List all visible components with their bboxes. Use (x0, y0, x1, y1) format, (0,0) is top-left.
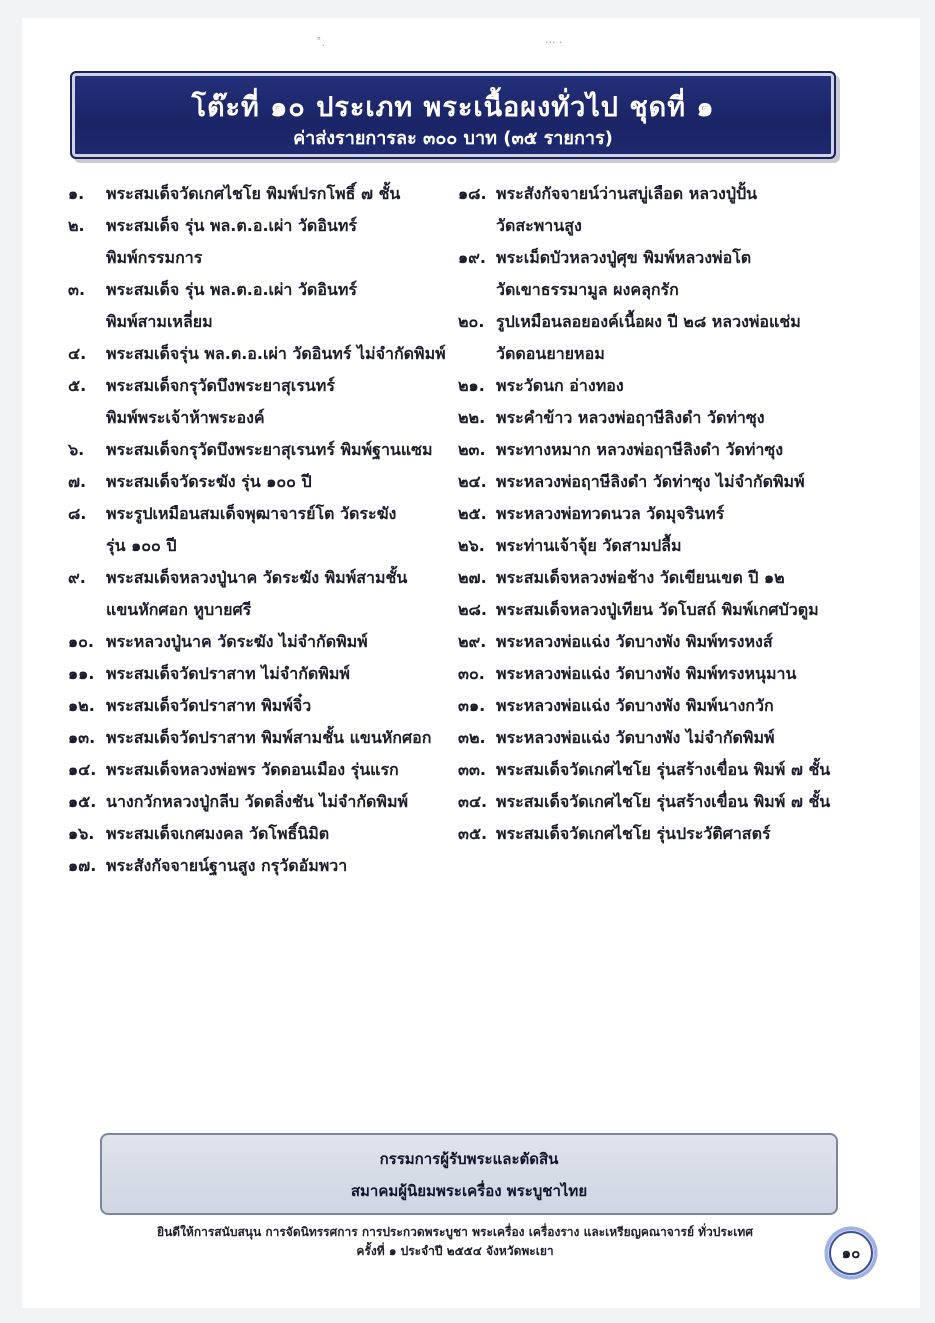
item-line: พระสมเด็จ รุ่น พล.ต.อ.เผ่า วัดอินทร์ (106, 216, 357, 235)
item-line: พระหลวงพ่อแฉ่ง วัดบางพัง ไม่จำกัดพิมพ์ (496, 728, 775, 747)
item-number: ๒๔. (458, 472, 487, 491)
item-line: พระสมเด็จวัดปราสาท ไม่จำกัดพิมพ์ (106, 664, 350, 683)
item-line: พระสมเด็จรุ่น พล.ต.อ.เผ่า วัดอินทร์ ไม่จำกัดพิมพ์ (106, 344, 446, 363)
list-item (458, 466, 838, 498)
item-text (496, 594, 838, 626)
item-line: พิมพ์สามเหลี่ยม (106, 312, 213, 331)
item-line: พระหลวงปู่นาค วัดระฆัง ไม่จำกัดพิมพ์ (106, 632, 368, 651)
item-number: ๘. (68, 504, 87, 523)
list-item (458, 658, 838, 690)
item-number: ๒๙. (458, 632, 487, 651)
item-line: พระสังกัจจายน์ฐานสูง กรุวัดอัมพวา (106, 856, 348, 875)
item-line: พระสมเด็จวัดเกศไชโย รุ่นสร้างเขื่อน พิมพ์ ๗ ชั้น (496, 792, 831, 811)
item-line: พระสมเด็จวัดเกศไชโย พิมพ์ปรกโพธิ์ ๗ ชั้น (106, 184, 401, 203)
item-text (496, 498, 838, 530)
item-text (106, 722, 448, 754)
item-number: ๒๑. (458, 376, 485, 395)
item-line: พระสมเด็จกรุวัดบึงพระยาสุเรนทร์ (106, 376, 335, 395)
item-number: ๒๘. (458, 600, 487, 619)
item-number: ๕. (68, 376, 87, 395)
list-item (68, 786, 448, 818)
item-text (496, 690, 838, 722)
item-line: พระสมเด็จวัดเกศไชโย รุ่นประวัติศาสตร์ (496, 824, 771, 843)
item-line: วัดเขาธรรมามูล ผงคลุกรัก (496, 280, 679, 299)
item-line: รูปเหมือนลอยองค์เนื้อผง ปี ๒๘ หลวงพ่อแช่ม (496, 312, 801, 331)
page-number-badge (820, 1222, 882, 1284)
item-text (106, 658, 448, 690)
list-item (458, 818, 838, 850)
item-text (496, 562, 838, 594)
item-number: ๑๕. (68, 792, 97, 811)
association-name: สมาคมผู้นิยมพระเครื่อง พระบูชาไทย (350, 1182, 588, 1200)
item-text (496, 786, 838, 818)
item-number: ๑๓. (68, 728, 96, 747)
item-text (496, 722, 838, 754)
list-item (68, 338, 448, 370)
list-item (68, 562, 448, 626)
item-number: ๙. (68, 568, 86, 587)
item-number: ๑๗. (68, 856, 97, 875)
item-text (106, 370, 448, 434)
list-item (458, 562, 838, 594)
item-text (106, 466, 448, 498)
item-text (496, 530, 838, 562)
item-line: พระหลวงพ่อทวดนวล วัดมุจรินทร์ (496, 504, 725, 523)
item-number: ๑๙. (458, 248, 486, 267)
list-item (68, 626, 448, 658)
item-line: พระสมเด็จวัดปราสาท พิมพ์สามชั้น แขนหักศอก (106, 728, 432, 747)
item-text (106, 434, 448, 466)
item-text (106, 786, 448, 818)
item-line: พระสมเด็จวัดเกศไชโย รุ่นสร้างเขื่อน พิมพ์ ๗ ชั้น (496, 760, 831, 779)
support-note: ยินดีให้การสนับสนุน การจัดนิทรรศการ การประกวดพระบูชา พระเครื่อง เครื่องราง และเหรียญคณาจารย์ ทั่วประเทศ (157, 1225, 753, 1239)
item-line: พระเม็ดบัวหลวงปู่ศุข พิมพ์หลวงพ่อโต (496, 248, 752, 267)
list-item (68, 722, 448, 754)
item-number: ๑๐. (68, 632, 94, 651)
item-line: พระหลวงพ่อแฉ่ง วัดบางพัง พิมพ์ทรงหงส์ (496, 632, 773, 651)
page-subtitle: ค่าส่งรายการละ ๓๐๐ บาท (๓๕ รายการ) (293, 128, 613, 149)
item-line: พระคำข้าว หลวงพ่อฤาษีลิงดำ วัดท่าซุง (496, 408, 765, 427)
item-line: รุ่น ๑๐๐ ปี (106, 536, 177, 555)
item-number: ๓๓. (458, 760, 486, 779)
item-text (106, 338, 448, 370)
item-line: พระสมเด็จกรุวัดบึงพระยาสุเรนทร์ พิมพ์ฐานแซม (106, 440, 433, 459)
list-item (68, 178, 448, 210)
list-item (68, 658, 448, 690)
item-text (496, 402, 838, 434)
list-item (458, 722, 838, 754)
item-number: ๒๗. (458, 568, 487, 587)
list-item (68, 466, 448, 498)
item-text (496, 178, 838, 242)
item-text (106, 498, 448, 562)
item-text (106, 818, 448, 850)
list-item (458, 690, 838, 722)
item-line: พระสมเด็จวัดระฆัง รุ่น ๑๐๐ ปี (106, 472, 312, 491)
item-text (106, 562, 448, 626)
list-item (68, 818, 448, 850)
item-text (496, 626, 838, 658)
list-item (68, 370, 448, 434)
page-title: โต๊ะที่ ๑๐ ประเภท พระเนื้อผงทั่วไป ชุดที่ ๑ (191, 92, 715, 123)
list-item (458, 242, 838, 306)
margin-scribble: ··· · (545, 36, 563, 49)
item-list-left (68, 178, 448, 882)
judges-heading: กรรมการผู้รับพระและตัดสิน (379, 1150, 559, 1168)
item-number: ๑๖. (68, 824, 95, 843)
item-number: ๒๖. (458, 536, 485, 555)
list-item (68, 754, 448, 786)
item-line: พระรูปเหมือนสมเด็จพุฒาจารย์โต วัดระฆัง (106, 504, 397, 523)
item-text (106, 754, 448, 786)
item-list-right (458, 178, 838, 850)
page-number: ๑๐ (829, 1231, 873, 1275)
item-line: พระสมเด็จหลวงพ่อช้าง วัดเขียนเขต ปี ๑๒ (496, 568, 785, 587)
item-line: พระสมเด็จเกศมงคล วัดโพธิ์นิมิต (106, 824, 330, 843)
list-item (68, 274, 448, 338)
list-item (68, 210, 448, 274)
item-number: ๑๒. (68, 696, 95, 715)
item-number: ๒. (68, 216, 85, 235)
list-item (458, 754, 838, 786)
item-text (496, 306, 838, 370)
list-item (68, 498, 448, 562)
item-line: พระสมเด็จ รุ่น พล.ต.อ.เผ่า วัดอินทร์ (106, 280, 357, 299)
item-line: พระสมเด็จหลวงพ่อพร วัดดอนเมือง รุ่นแรก (106, 760, 399, 779)
item-number: ๓. (68, 280, 86, 299)
item-line: แขนหักศอก หูบายศรี (106, 600, 252, 619)
item-text (106, 274, 448, 338)
list-item (68, 850, 448, 882)
item-line: พระสังกัจจายน์ว่านสบู่เลือด หลวงปู่ปั้น (496, 184, 758, 203)
item-text (496, 242, 838, 306)
list-item (458, 434, 838, 466)
item-number: ๑๘. (458, 184, 487, 203)
item-number: ๒๓. (458, 440, 486, 459)
list-item (68, 690, 448, 722)
list-item (458, 626, 838, 658)
item-line: พระหลวงพ่อฤาษีลิงดำ วัดท่าซุง ไม่จำกัดพิมพ์ (496, 472, 805, 491)
item-number: ๑๑. (68, 664, 95, 683)
item-number: ๓๔. (458, 792, 488, 811)
item-line: นางกวักหลวงปู่กลีบ วัดตลิ่งชัน ไม่จำกัดพิมพ์ (106, 792, 409, 811)
item-text (106, 690, 448, 722)
item-line: พระสมเด็จหลวงปู่เทียน วัดโบสถ์ พิมพ์เกศบัวตูม (496, 600, 819, 619)
item-number: ๒๐. (458, 312, 485, 331)
list-item (458, 786, 838, 818)
item-line: วัดสะพานสูง (496, 216, 582, 235)
item-text (106, 210, 448, 274)
item-text (496, 658, 838, 690)
item-text (496, 818, 838, 850)
item-number: ๒๕. (458, 504, 487, 523)
list-item (458, 530, 838, 562)
item-line: พระสมเด็จวัดปราสาท พิมพ์จิ๋ว (106, 696, 312, 715)
header-banner (70, 71, 836, 159)
item-text (496, 754, 838, 786)
list-item (458, 178, 838, 242)
list-item (458, 306, 838, 370)
item-number: ๓๑. (458, 696, 486, 715)
item-text (106, 850, 448, 882)
item-line: พระทางหมาก หลวงพ่อฤาษีลิงดำ วัดท่าซุง (496, 440, 784, 459)
list-item (458, 498, 838, 530)
item-number: ๓๐. (458, 664, 485, 683)
item-text (496, 466, 838, 498)
item-number: ๗. (68, 472, 87, 491)
item-line: วัดดอนยายหอม (496, 344, 605, 363)
event-note: ครั้งที่ ๑ ประจำปี ๒๕๕๔ จังหวัดพะเยา (356, 1244, 554, 1258)
item-text (106, 626, 448, 658)
item-line: พระวัดนก อ่างทอง (496, 376, 624, 395)
item-number: ๒๒. (458, 408, 486, 427)
list-item (68, 434, 448, 466)
item-number: ๓๕. (458, 824, 488, 843)
item-text (496, 434, 838, 466)
item-text (496, 370, 838, 402)
list-item (458, 402, 838, 434)
item-number: ๑๔. (68, 760, 97, 779)
item-number: ๔. (68, 344, 87, 363)
judges-box (100, 1133, 838, 1215)
item-number: ๖. (68, 440, 85, 459)
list-item (458, 594, 838, 626)
item-number: ๓๒. (458, 728, 486, 747)
item-text (106, 178, 448, 210)
item-line: พระสมเด็จหลวงปู่นาค วัดระฆัง พิมพ์สามชั้น (106, 568, 408, 587)
item-line: พิมพ์พระเจ้าห้าพระองค์ (106, 408, 265, 427)
list-item (458, 370, 838, 402)
item-number: ๑. (68, 184, 85, 203)
item-line: พระหลวงพ่อแฉ่ง วัดบางพัง พิมพ์ทรงหนุมาน (496, 664, 797, 683)
item-line: พระหลวงพ่อแฉ่ง วัดบางพัง พิมพ์นางกวัก (496, 696, 774, 715)
item-line: พิมพ์กรรมการ (106, 248, 203, 267)
margin-scribble: ˚. (316, 36, 325, 49)
item-line: พระท่านเจ้าจุ้ย วัดสามปลื้ม (496, 536, 682, 555)
